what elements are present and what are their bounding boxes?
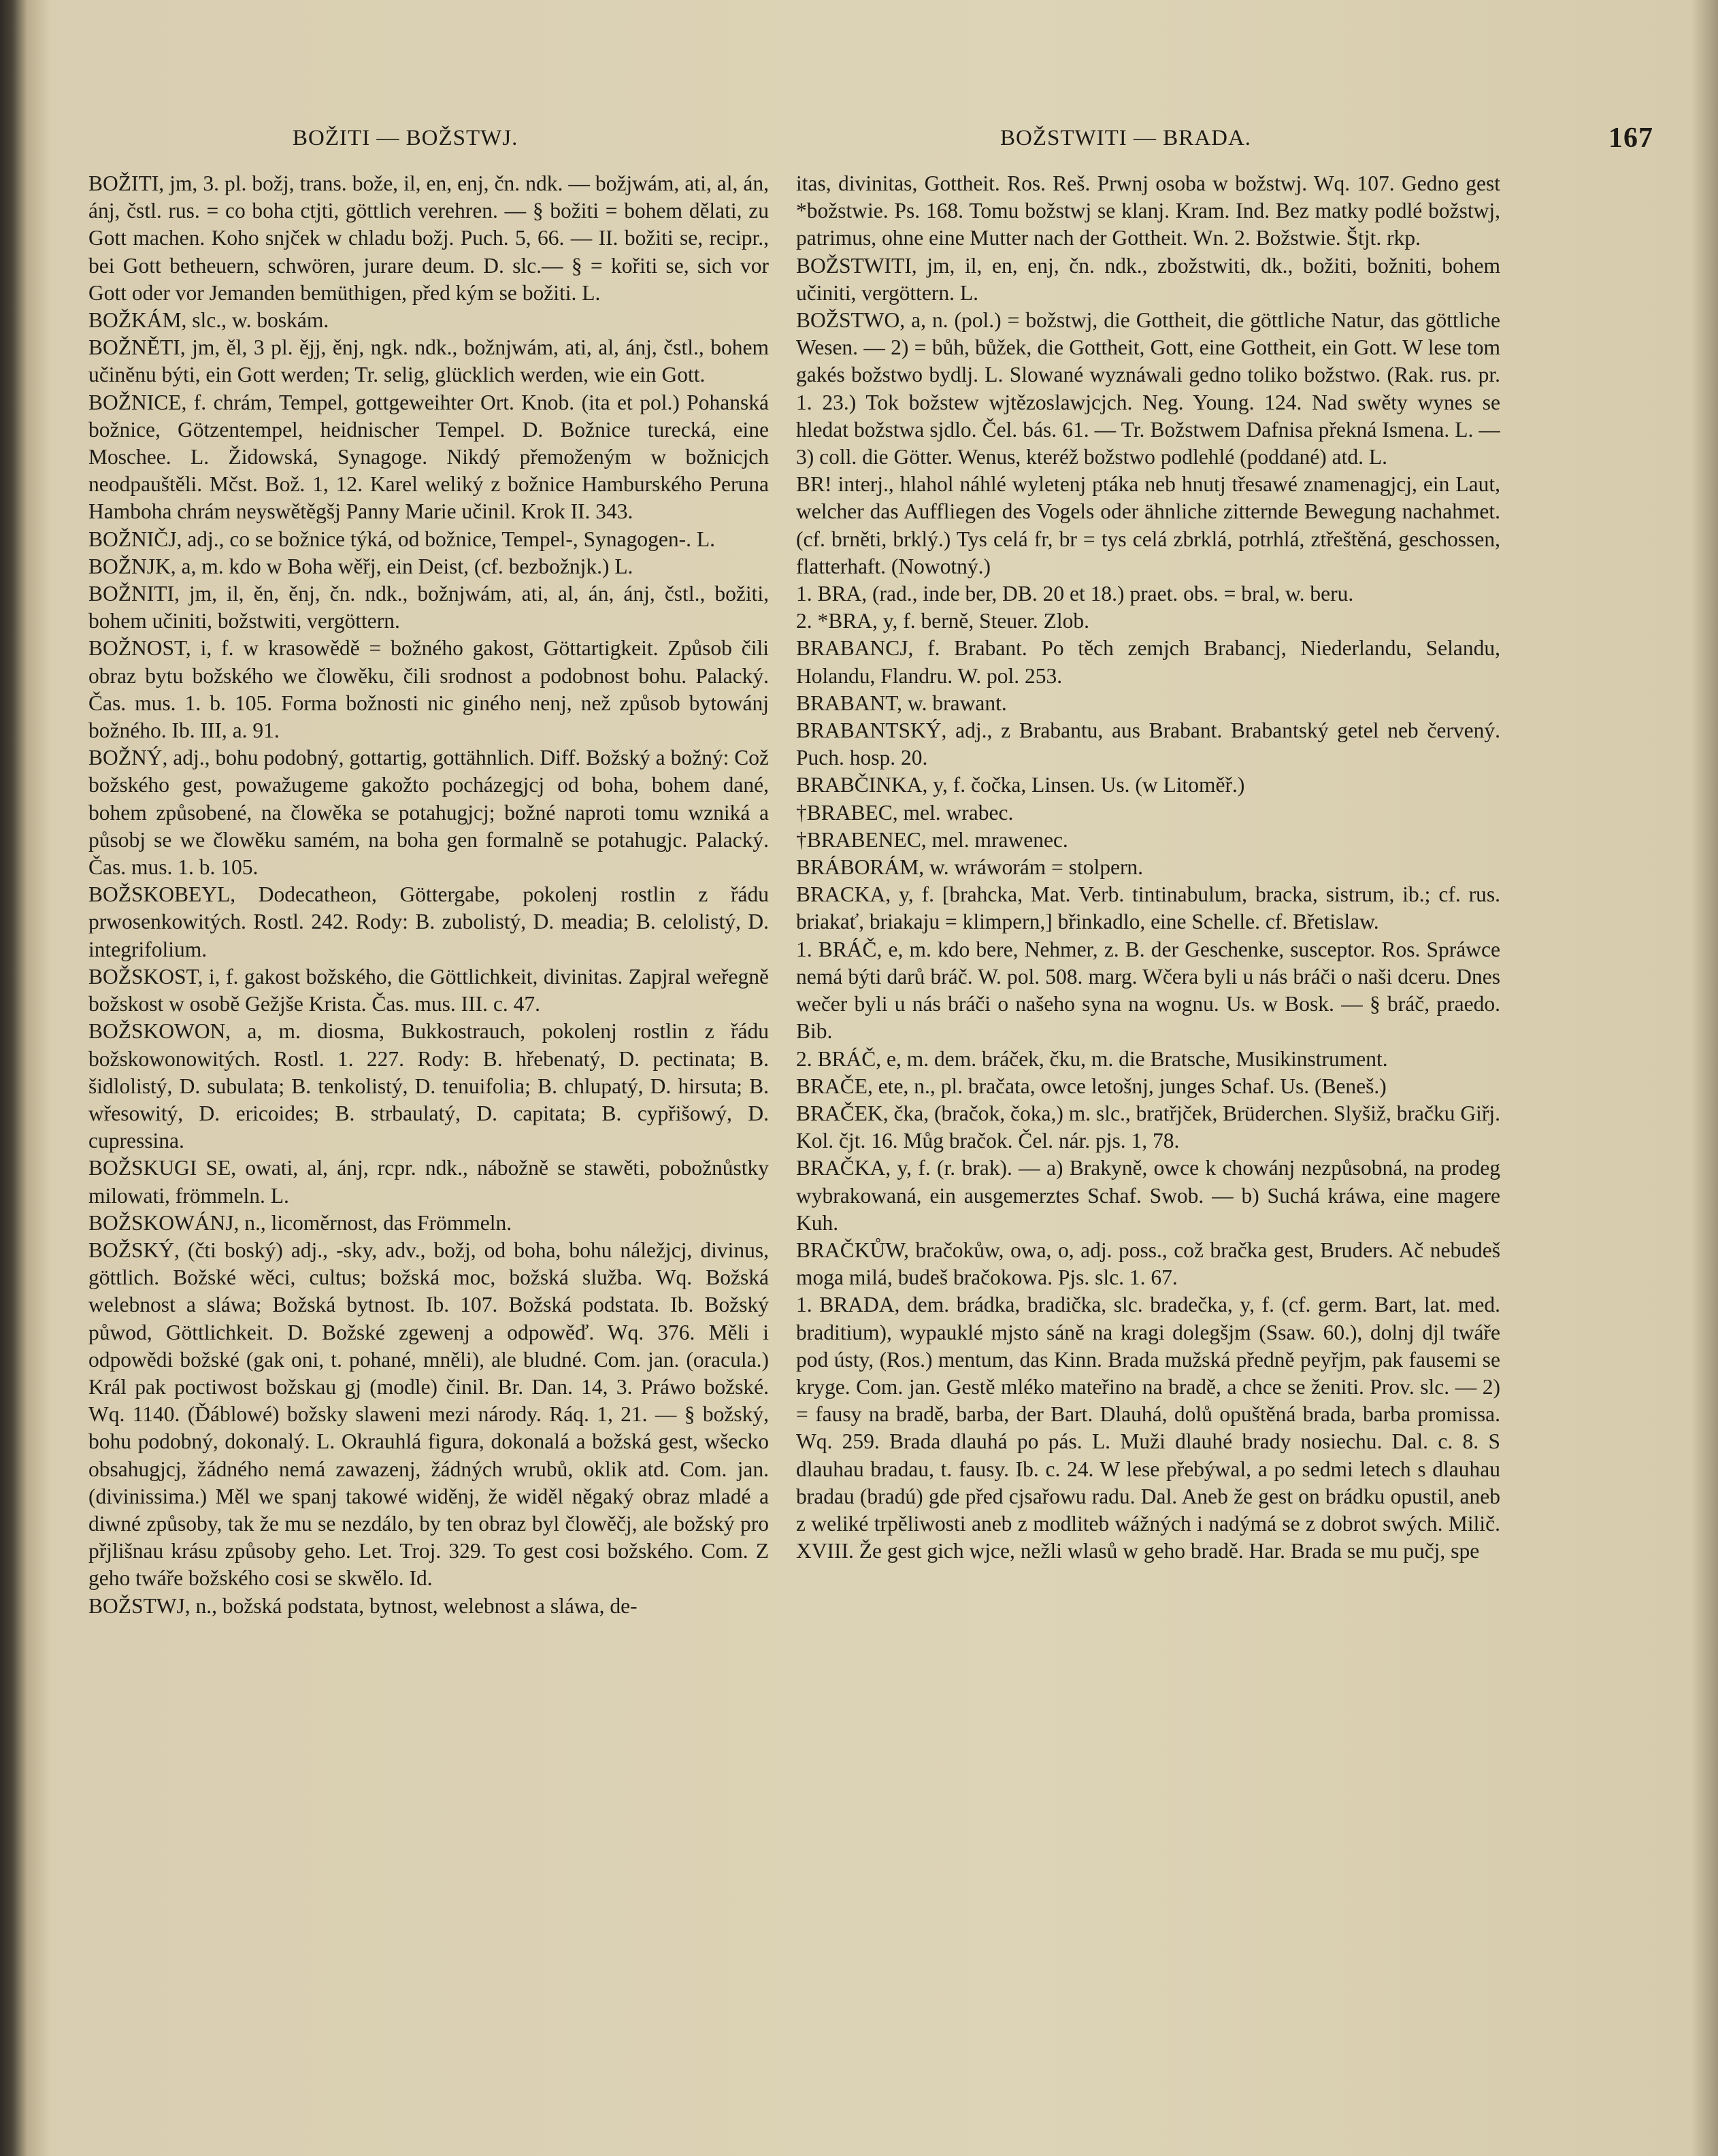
- column-divider: [781, 173, 782, 2078]
- dictionary-entry: 1. BRA, (rad., inde ber, DB. 20 et 18.) praet. obs. = bral, w. beru.: [796, 582, 1354, 606]
- dictionary-entry: 1. BRÁČ, e, m. kdo bere, Nehmer, z. B. der Geschenke, susceptor. Ros. Spráwce nemá býti darů bráč. W. pol. 508. marg. Wčera byli u nás bráči o naši dceru. Dnes wečer byli u nás bráči o našeho syna na wognu. Us. w Bosk. — § bráč, praedo. Bib.: [796, 937, 1500, 1044]
- dictionary-entry: BOŽSKOBEYL, Dodecatheon, Göttergabe, pokolenj rostlin z řádu prwosenkowitých. Rostl. 242. Rody: B. zubolistý, D. meadia; B. celolistý, D. integrifolium.: [88, 882, 769, 961]
- dictionary-entry: BOŽNIČJ, adj., co se božnice týká, od božnice, Tempel-, Synagogen-. L.: [88, 527, 715, 551]
- dictionary-entry: 2. BRÁČ, e, m. dem. bráček, čku, m. die Bratsche, Musikinstrument.: [796, 1046, 1388, 1071]
- dictionary-entry: BOŽSTWITI, jm, il, en, enj, čn. ndk., zbožstwiti, dk., božiti, božniti, bohem učiniti, vergöttern. L.: [796, 253, 1500, 305]
- dictionary-entry: †BRABEC, mel. wrabec.: [796, 800, 1014, 825]
- dictionary-entry: 1. BRADA, dem. brádka, bradička, slc. bradečka, y, f. (cf. germ. Bart, lat. med. braditium), wypauklé mjsto sáně na kragi dolegšjm (Ssaw. 60.), dolnj djl twáře pod ústy, (Ros.) mentum, das Kinn. Brada mužská předně peyřjm, pak fausemi se kryge. Com. jan. Gestě mléko mateřino na bradě, a chce se ženiti. Prov. slc. — 2) = fausy na bradě, barba, der Bart. Dlauhá, dolů opuštěná brada, barba promissa. Wq. 259. Brada dlauhá po pás. L. Muži dlauhé brady nosiechu. Dal. c. 8. S dlauhau bradau, t. fausy. Ib. c. 24. W lese přebýwal, a po sedmi letech s dlauhau bradau (bradú) gde před cjsařowu radu. Dal. Aneb že gest on brádku opustil, aneb z weliké trpěliwosti aneb z modliteb wážných i nadýmá se z dobrot swých. Milič. XVIII. Že gest gich wjce, nežli wlasů w geho bradě. Har. Brada se mu pučj, spe: [796, 1293, 1500, 1563]
- dictionary-entry: BOŽSTWO, a, n. (pol.) = božstwj, die Gottheit, die göttliche Natur, das göttliche Wesen. — 2) = bůh, bůžek, die Gottheit, Gott, eine Gottheit, ein Gott. W lese tom gakés božstwo bydlj. L. Slowané wyznáwali gedno toliko božstwo. (Rak. rus. pr. 1. 23.) Tok božstew wjtězoslawjcjch. Neg. Young. 124. Nad swěty wynes se hledat božstwa sjdlo. Čel. bás. 61. — Tr. Božstwem Dafnisa překná Ismena. L. — 3) coll. die Götter. Wenus, kteréž božstwo podlehlé (poddané) atd. L.: [796, 308, 1500, 469]
- left-column: [88, 170, 769, 2089]
- dictionary-entry: BOŽNICE, f. chrám, Tempel, gottgeweihter Ort. Knob. (ita et pol.) Pohanská božnice, Götzentempel, heidnischer Tempel. D. Božnice turecká, eine Moschee. L. Židowská, Synagoge. Nikdý přemoženým w božnicjch neodpauštěli. Mčst. Bož. 1, 12. Karel weliký z božnice Hamburského Peruna Hamboha chrám neyswětěgšj Panny Marie učinil. Krok II. 343.: [88, 390, 769, 524]
- dictionary-entry: BR! interj., hlahol náhlé wyletenj ptáka neb hnutj třesawé znamenagjcj, ein Laut, welcher das Auffliegen des Vogels oder ähnliche zitternde Bewegung nachahmet. (cf. brněti, brklý.) Tys celá fr, br = tys celá zbrklá, potrhlá, ztřeštěná, geschossen, flatterhaft. (Nowotný.): [796, 472, 1500, 578]
- page-number: 167: [1608, 122, 1653, 154]
- header-right-title: BOŽSTWITI — BRADA.: [1000, 126, 1252, 150]
- dictionary-entry: BOŽSKOWON, a, m. diosma, Bukkostrauch, pokolenj rostlin z řádu božskowonowitých. Rostl. 1. 227. Rody: B. hřebenatý, D. pectinata; B. šidlolistý, D. subulata; B. tenkolistý, D. tenuifolia; B. chlupatý, D. hirsuta; B. wřesowitý, D. ericoides; B. strbaulatý, D. capitata; B. cypřišowý, D. cupressina.: [88, 1019, 769, 1153]
- dictionary-entry: BOŽSKÝ, (čti boský) adj., -sky, adv., božj, od boha, bohu náležjcj, divinus, göttlich. Božské wěci, cultus; božská moc, božská služba. Wq. Božská welebnost a sláwa; Božská bytnost. Ib. 107. Božská podstata. Ib. Božský půwod, Göttlichkeit. D. Božské zgewenj a odpowěď. Wq. 376. Měli i odpowědi božské (gak oni, t. pohané, mněli), ale bludné. Com. jan. (oracula.) Král pak poctiwost božskau gj (modle) činil. Br. Dan. 14, 3. Práwo božské. Wq. 1140. (Ďáblowé) božsky slaweni mezi národy. Ráq. 1, 21. — § božský, bohu podobný, dokonalý. L. Okrauhlá figura, dokonalá a božská gest, wšecko obsahugjcj, žádného nemá zawazenj, žádných wrubů, oklik atd. Com. jan. (divinissima.) Měl we spanj takowé widěnj, že widěl něgaký obraz mladé a diwné způsoby, tak že mu se nezdálo, by ten obraz byl člowěčj, ale božský pro přjlišnau krásu způsoby geho. Let. Troj. 329. To gest cosi božského. Com. Z geho twáře božského cosi se skwělo. Id.: [88, 1238, 769, 1591]
- dictionary-entry: BRAČKŮW, bračokůw, owa, o, adj. poss., což bračka gest, Bruders. Ač nebudeš moga milá, budeš bračokowa. Pjs. slc. 1. 67.: [796, 1238, 1500, 1290]
- dictionary-entry: BOŽKÁM, slc., w. boskám.: [88, 308, 329, 333]
- dictionary-entry: †BRABENEC, mel. mrawenec.: [796, 827, 1068, 852]
- running-header: [88, 122, 1653, 167]
- dictionary-entry: BRAČE, ete, n., pl. bračata, owce letošnj, junges Schaf. Us. (Beneš.): [796, 1074, 1387, 1098]
- dictionary-entry: BOŽSKUGI SE, owati, al, ánj, rcpr. ndk., nábožně se stawěti, pobožnůstky milowati, frömmeln. L.: [88, 1156, 769, 1208]
- dictionary-entry: BOŽNITI, jm, il, ěn, ěnj, čn. ndk., božnjwám, ati, al, án, ánj, čstl., božiti, bohem učiniti, božstwiti, vergöttern.: [88, 582, 769, 633]
- dictionary-entry: BRAČKA, y, f. (r. brak). — a) Brakyně, owce k chowánj nezpůsobná, na prodeg wybrakowaná, ein ausgemerztes Schaf. Swob. — b) Suchá kráwa, eine magere Kuh.: [796, 1156, 1500, 1235]
- dictionary-entry: BOŽSTWJ, n., božská podstata, bytnost, welebnost a sláwa, de-: [88, 1593, 638, 1618]
- dictionary-entry: BOŽNOST, i, f. w krasowědě = božného gakost, Göttartigkeit. Způsob čili obraz bytu božského we člowěku, čili srodnost a podobnost bohu. Palacký. Čas. mus. 1. b. 105. Forma božnosti nic giného nenj, než způsob bytowánj božného. Ib. III, a. 91.: [88, 636, 769, 743]
- dictionary-entry: 2. *BRA, y, f. berně, Steuer. Zlob.: [796, 609, 1090, 633]
- dictionary-entry: BOŽITI, jm, 3. pl. božj, trans. bože, il, en, enj, čn. ndk. — božjwám, ati, al, án, ánj, čstl. rus. = co boha ctjti, göttlich verehren. — § božiti = bohem dělati, zu Gott machen. Koho snjček w chladu božj. Puch. 5, 66. — II. božiti se, recipr., bei Gott betheuern, schwören, jurare deum. D. slc.— § = kořiti se, sich vor Gott oder vor Jemanden bemüthigen, před kým se božiti. L.: [88, 171, 769, 305]
- dictionary-entry: BRABANCJ, f. Brabant. Po těch zemjch Brabancj, Niederlandu, Selandu, Holandu, Flandru. W. pol. 253.: [796, 636, 1500, 688]
- dictionary-entry: BOŽNÝ, adj., bohu podobný, gottartig, gottähnlich. Diff. Božský a božný: Což božského gest, powažugeme gakožto pocházegjcj od boha, bohem dané, bohem způsobené, na člowěka se potahugjcj; božné naproti tomu wzniká a působj se we člowěku samém, na boha gen formalně se potahugjc. Palacký. Čas. mus. 1. b. 105.: [88, 746, 769, 880]
- dictionary-entry: BRABČINKA, y, f. čočka, Linsen. Us. (w Litoměř.): [796, 773, 1245, 797]
- dictionary-entry: BRÁBORÁM, w. wráworám = stolpern.: [796, 855, 1144, 880]
- dictionary-entry: BRAČEK, čka, (bračok, čoka,) m. slc., bratřjček, Brüderchen. Slyšiž, bračku Giřj. Kol. čjt. 16. Můg bračok. Čel. nár. pjs. 1, 78.: [796, 1101, 1500, 1153]
- header-left-title: BOŽITI — BOŽSTWJ.: [293, 126, 518, 150]
- right-column: [796, 170, 1500, 2089]
- dictionary-entry: BRACKA, y, f. [brahcka, Mat. Verb. tintinabulum, bracka, sistrum, ib.; cf. rus. briakať, briakaju = klimpern,] břinkadlo, eine Schelle. cf. Břetislaw.: [796, 882, 1500, 934]
- dictionary-entry: BOŽSKOWÁNJ, n., licoměrnost, das Frömmeln.: [88, 1210, 512, 1235]
- dictionary-entry: BRABANT, w. brawant.: [796, 691, 1007, 715]
- dictionary-entry: itas, divinitas, Gottheit. Ros. Reš. Prwnj osoba w božstwj. Wq. 107. Gedno gest *božstwie. Ps. 168. Tomu božstwj se klanj. Kram. Ind. Bez matky podlé božstwj, patrimus, ohne eine Mutter nach der Gottheit. Wn. 2. Božstwie. Štjt. rkp.: [796, 171, 1500, 250]
- dictionary-entry: BRABANTSKÝ, adj., z Brabantu, aus Brabant. Brabantský getel neb červený. Puch. hosp. 20.: [796, 718, 1500, 770]
- dictionary-entry: BOŽSKOST, i, f. gakost božského, die Göttlichkeit, divinitas. Zapjral weřegně božskost w osobě Gežjše Krista. Čas. mus. III. c. 47.: [88, 964, 769, 1016]
- dictionary-entry: BOŽNJK, a, m. kdo w Boha wěřj, ein Deist, (cf. bezbožnjk.) L.: [88, 554, 633, 578]
- dictionary-entry: BOŽNĚTI, jm, ěl, 3 pl. ějj, ěnj, ngk. ndk., božnjwám, ati, al, ánj, čstl., bohem učiněnu býti, ein Gott werden; Tr. selig, glücklich werden, wie ein Gott.: [88, 335, 769, 387]
